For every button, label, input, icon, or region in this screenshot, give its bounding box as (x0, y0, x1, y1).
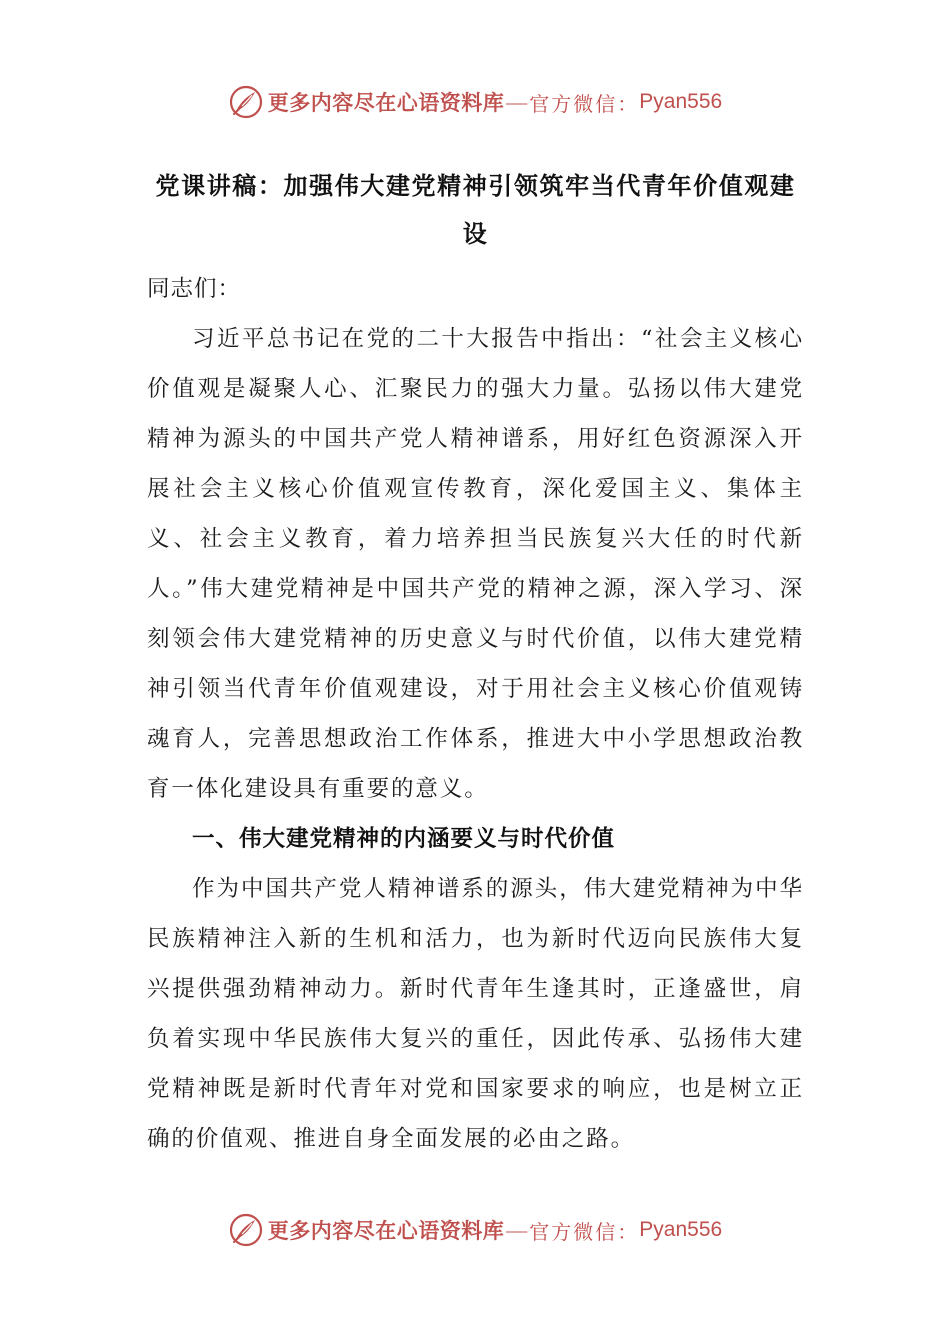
banner-wechat-id: Pyan556 (639, 1218, 723, 1241)
salutation: 同志们： (147, 276, 242, 302)
banner-wechat-id: Pyan556 (639, 90, 723, 113)
section-1-heading: 一、伟大建党精神的内涵要义与时代价值 (192, 826, 616, 852)
document-body (147, 162, 804, 1164)
banner-separator: — (506, 89, 528, 114)
document-title: 党课讲稿：加强伟大建党精神引领筑牢当代青年价值观建设 (155, 172, 796, 248)
pen-logo-icon (228, 84, 264, 120)
intro-paragraph: 习近平总书记在党的二十大报告中指出：“社会主义核心价值观是凝聚人心、汇聚民力的强大力量。弘扬以伟大建党精神为源头的中国共产党人精神谱系，用好红色资源深入开展社会主义核心价值观宣传教育，深化爱国主义、集体主义、社会主义教育，着力培养担当民族复兴大任的时代新人。”伟大建党精神是中国共产党的精神之源，深入学习、深刻领会伟大建党精神的历史意义与时代价值，以伟大建党精神引领当代青年价值观建设，对于用社会主义核心价值观铸魂育人，完善思想政治工作体系，推进大中小学思想政治教育一体化建设具有重要的意义。 (147, 326, 804, 802)
banner-official-label: 官方微信： (529, 91, 640, 116)
footer-watermark-banner (0, 1208, 950, 1252)
banner-official-label: 官方微信： (529, 1219, 640, 1244)
banner-main-text: 更多内容尽在心语资料库 (267, 90, 505, 115)
header-watermark-banner (0, 80, 950, 124)
section-1-paragraph: 作为中国共产党人精神谱系的源头，伟大建党精神为中华民族精神注入新的生机和活力，也为新时代迈向民族伟大复兴提供强劲精神动力。新时代青年生逢其时，正逢盛世，肩负着实现中华民族伟大复兴的重任，因此传承、弘扬伟大建党精神既是新时代青年对党和国家要求的响应，也是树立正确的价值观、推进自身全面发展的必由之路。 (147, 876, 804, 1152)
banner-main-text: 更多内容尽在心语资料库 (267, 1218, 505, 1243)
pen-logo-icon (228, 1212, 264, 1248)
banner-separator: — (506, 1217, 528, 1242)
